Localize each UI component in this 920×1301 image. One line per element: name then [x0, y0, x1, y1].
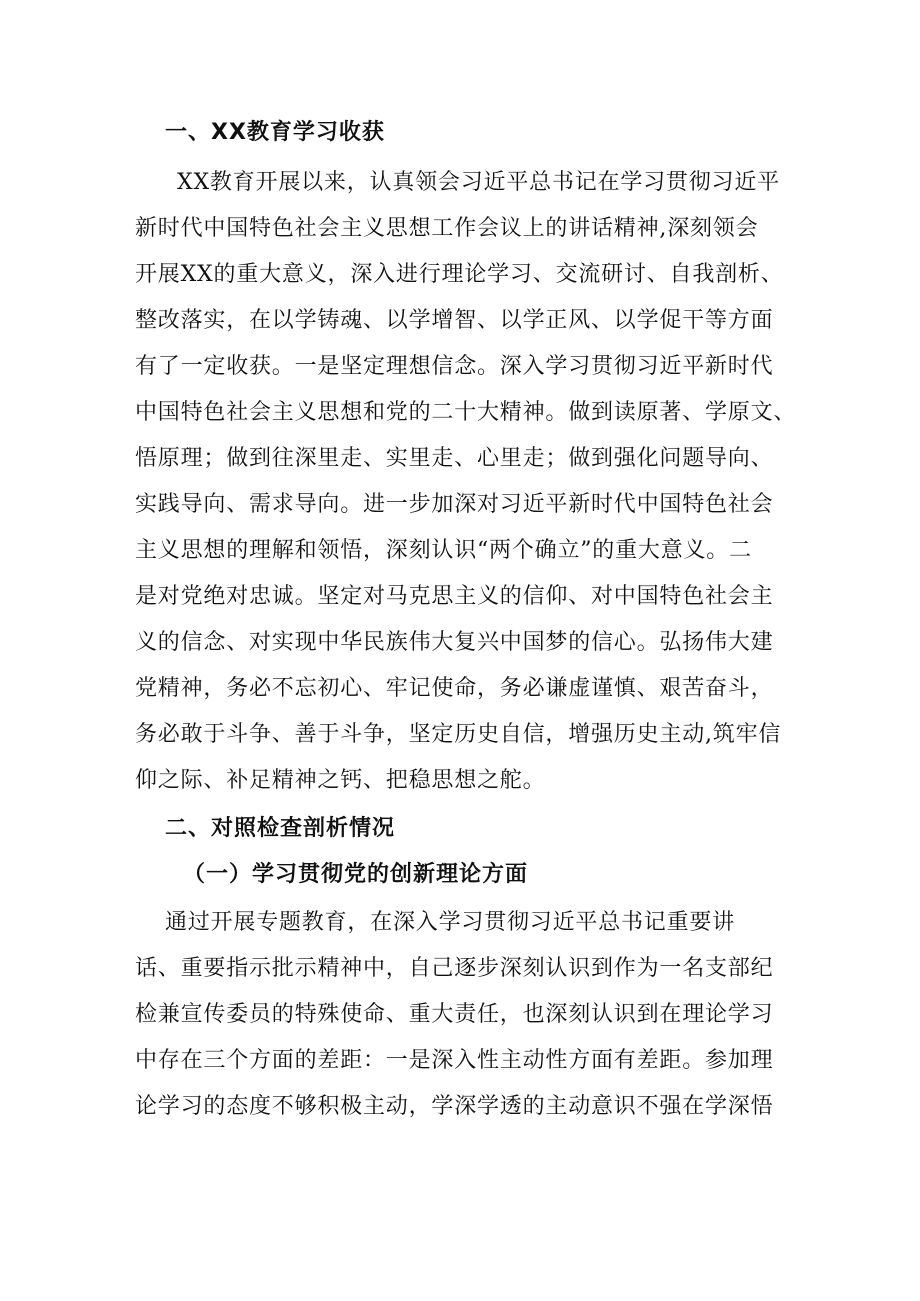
paragraph-1-line-2: 新时代中国特色社会主义思想工作会议上的讲话精神,深刻领会: [135, 216, 759, 241]
section-heading-2: 二、对照检查剖析情况: [165, 816, 396, 841]
paragraph-2-line-3: 检兼宣传委员的特殊使命、重大责任，也深刻认识到在理论学习: [135, 1002, 774, 1027]
paragraph-1-line-3: 开展XX的重大意义，深入进行理论学习、交流研讨、自我剖析、: [135, 262, 784, 287]
paragraph-1-line-9: 主义思想的理解和领悟，深刻认识“两个确立”的重大意义。二: [135, 538, 752, 563]
paragraph-1-line-12: 党精神，务必不忘初心、牢记使命，务必谦虚谨慎、艰苦奋斗，: [135, 676, 774, 701]
paragraph-2-line-2: 话、重要指示批示精神中，自己逐步深刻认识到作为一名支部纪: [135, 956, 774, 981]
paragraph-2-line-4: 中存在三个方面的差距：一是深入性主动性方面有差距。参加理: [135, 1048, 774, 1073]
paragraph-2-line-1: 通过开展专题教育，在深入学习贯彻习近平总书记重要讲: [165, 910, 736, 935]
subsection-heading-1: （一）学习贯彻党的创新理论方面: [183, 862, 529, 887]
paragraph-1-line-1: XX教育开展以来，认真领会习近平总书记在学习贯彻习近平: [177, 170, 780, 195]
paragraph-1-line-5: 有了一定收获。一是坚定理想信念。深入学习贯彻习近平新时代: [135, 354, 774, 379]
paragraph-1-line-7: 悟原理；做到往深里走、实里走、心里走；做到强化问题导向、: [135, 446, 774, 471]
paragraph-1-line-14: 仰之际、补足精神之钙、把稳思想之舵。: [135, 768, 546, 793]
section-heading-1: 一、XX教育学习收获: [165, 120, 385, 145]
paragraph-1-line-8: 实践导向、需求导向。进一步加深对习近平新时代中国特色社会: [135, 492, 774, 517]
paragraph-2-line-5: 论学习的态度不够积极主动，学深学透的主动意识不强在学深悟: [135, 1094, 774, 1119]
paragraph-1-line-11: 义的信念、对实现中华民族伟大复兴中国梦的信心。弘扬伟大建: [135, 630, 774, 655]
paragraph-1-line-13: 务必敢于斗争、善于斗争，坚定历史自信，增强历史主动,筑牢信: [135, 722, 782, 747]
paragraph-1-line-6: 中国特色社会主义思想和党的二十大精神。做到读原著、学原文、: [135, 400, 797, 425]
paragraph-1-line-10: 是对党绝对忠诚。坚定对马克思主义的信仰、对中国特色社会主: [135, 584, 774, 609]
paragraph-1-line-4: 整改落实，在以学铸魂、以学增智、以学正风、以学促干等方面: [135, 308, 774, 333]
